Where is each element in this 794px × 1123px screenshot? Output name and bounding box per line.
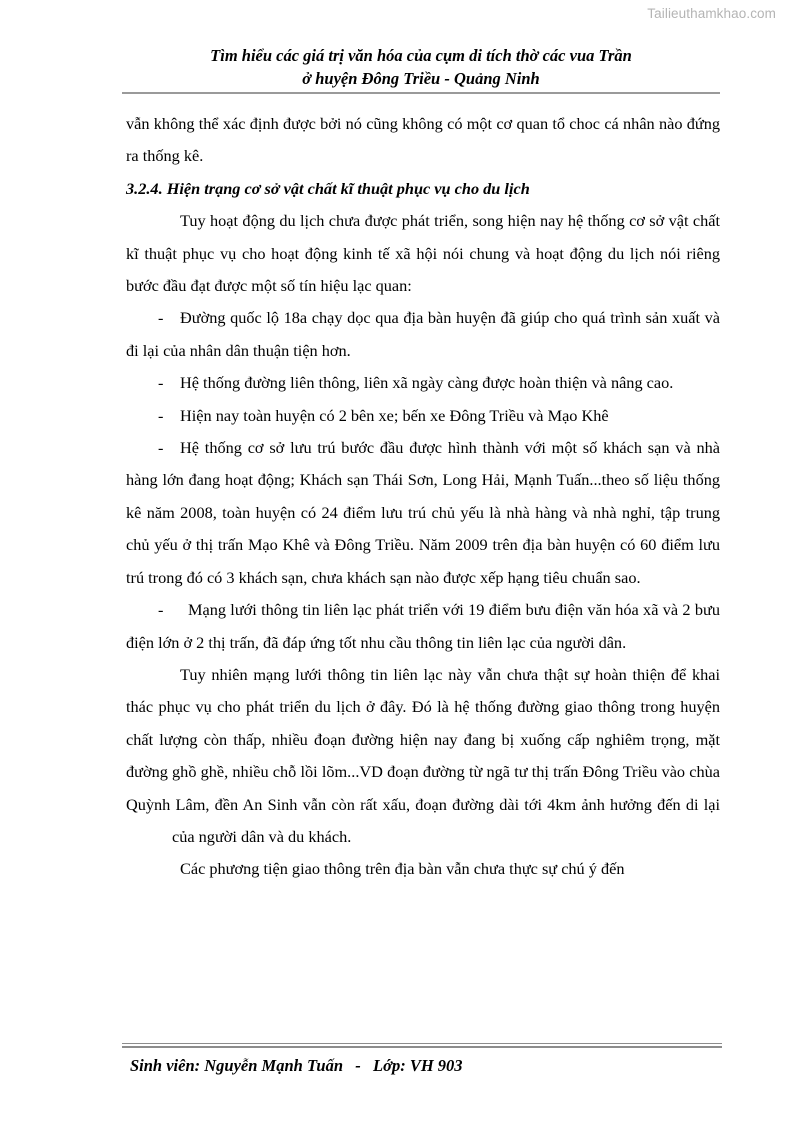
list-item [126, 367, 720, 399]
watermark-text: Tailieuthamkhao.com [647, 6, 776, 21]
list-item [126, 400, 720, 432]
header-title-line-2: ở huyện Đông Triều - Quảng Ninh [302, 69, 540, 88]
footer-separator: - [355, 1056, 361, 1075]
footer-divider-top [122, 1043, 722, 1044]
paragraph-however-part-2: của người dân và du khách. [172, 826, 352, 846]
list-item [126, 302, 720, 367]
paragraph-final: Các phương tiện giao thông trên địa bàn vẫn chưa thực sự chú ý đến [180, 859, 625, 879]
section-heading-3-2-4: 3.2.4. Hiện trạng cơ sở vật chất kĩ thuật phục vụ cho du lịch [126, 178, 530, 198]
document-body [126, 108, 720, 886]
list-item-text: Hệ thống cơ sở lưu trú bước đầu được hình thành với một số khách sạn và nhà hàng lớn đang hoạt động; Khách sạn Thái Sơn, Long Hải, Mạnh Tuấn...theo số liệu thống kê năm 2008, toàn huyện có 24 điểm lưu trú chủ yếu là nhà hàng và nhà nghỉ, tập trung chủ yếu ở thị trấn Mạo Khê và Đông Triều. Năm 2009 trên địa bàn huyện có 60 điểm lưu trú trong đó có 3 khách sạn, chưa khách sạn nào được xếp hạng tiêu chuẩn sao. [126, 438, 720, 587]
paragraph-intro: Tuy hoạt động du lịch chưa được phát triển, song hiện nay hệ thống cơ sở vật chất kĩ thuật phục vụ cho hoạt động kinh tế xã hội nói chung và hoạt động du lịch nói riêng bước đầu đạt được một số tín hiệu lạc quan: [126, 211, 720, 296]
list-item [126, 432, 720, 594]
header-divider [122, 92, 720, 94]
header-title-line-1: Tìm hiểu các giá trị văn hóa của cụm di tích thờ các vua Trần [210, 46, 632, 65]
footer-divider-bottom [122, 1046, 722, 1048]
bullet-dash-icon: - [158, 405, 164, 425]
list-item [126, 594, 720, 659]
list-item-text: Đường quốc lộ 18a chạy dọc qua địa bàn huyện đã giúp cho quá trình sản xuất và đi lại của nhân dân thuận tiện hơn. [126, 308, 720, 360]
paragraph-however-part-1: Tuy nhiên mạng lưới thông tin liên lạc này vẫn chưa thật sự hoàn thiện để khai thác phục vụ cho phát triển du lịch ở đây. Đó là hệ thống đường giao thông trong huyện chất lượng còn thấp, nhiều đoạn đường hiện nay đang bị xuống cấp nghiêm trọng, mặt đường ghồ ghề, nhiều chỗ lồi lõm...VD đoạn đường từ ngã tư thị trấn Đông Triều vào chùa Quỳnh Lâm, đền An Sinh vẫn còn rất xấu, đoạn đường dài tới 4km ảnh hưởng đến di lại [126, 664, 720, 814]
running-header [122, 44, 720, 90]
list-item-text: Hệ thống đường liên thông, liên xã ngày càng được hoàn thiện và nâng cao. [180, 373, 674, 393]
bullet-dash-icon: - [158, 373, 164, 393]
footer-student-name: Sinh viên: Nguyễn Mạnh Tuấn [130, 1056, 344, 1075]
paragraph-however [126, 659, 720, 853]
bullet-dash-icon: - [158, 600, 164, 620]
bullet-dash-icon: - [158, 438, 164, 458]
footer-class: Lớp: VH 903 [373, 1056, 463, 1075]
list-item-text: Mạng lưới thông tin liên lạc phát triển với 19 điểm bưu điện văn hóa xã và 2 bưu điện lớn ở 2 thị trấn, đã đáp ứng tốt nhu cầu thông tin liên lạc của người dân. [126, 600, 720, 652]
running-footer [130, 1053, 730, 1079]
bullet-dash-icon: - [158, 308, 164, 328]
paragraph-continued: vẫn không thể xác định được bởi nó cũng không có một cơ quan tổ choc cá nhân nào đứng ra thống kê. [126, 114, 720, 166]
list-item-text: Hiện nay toàn huyện có 2 bên xe; bến xe Đông Triều và Mạo Khê [180, 405, 609, 425]
